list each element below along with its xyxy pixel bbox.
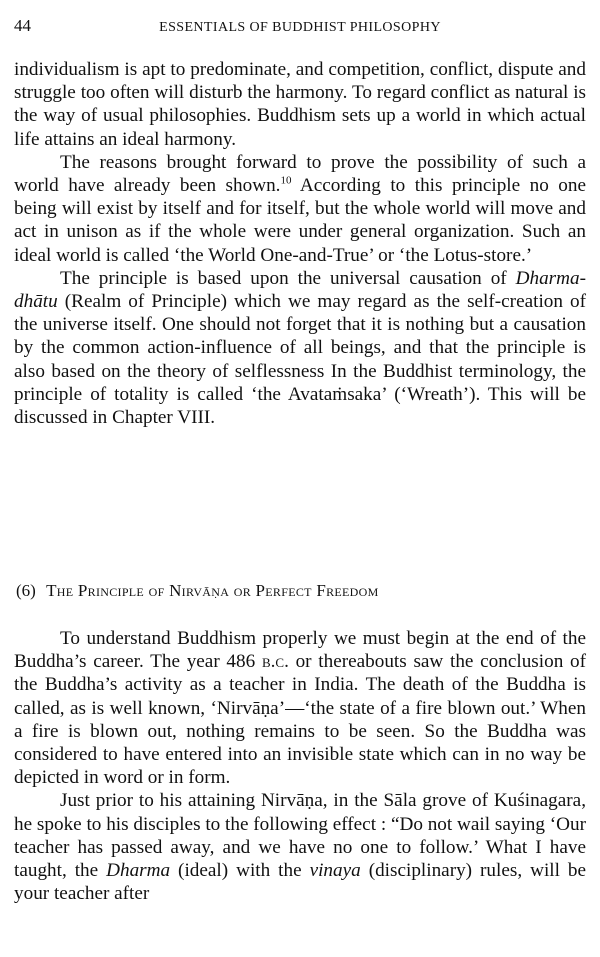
era-abbrev: b.c. [261, 651, 289, 673]
body-text-top [14, 58, 586, 429]
paragraph-4-text-a: To understand Buddhism properly we must begin at the end of the Buddha’s career. The year 486 [14, 628, 586, 673]
term-dharma-dhatu: Dharma-dhātu [14, 267, 586, 313]
paragraph-3-text-a: The principle is based upon the universal causation of [60, 267, 516, 289]
term-vinaya: vinaya [309, 860, 361, 882]
body-text-bottom [14, 627, 586, 905]
term-dharma: Dharma [106, 860, 171, 882]
paragraph-4 [14, 627, 586, 789]
paragraph-5-text-a: Just prior to his attaining Nirvāṇa, in the Sāla grove of Kuśinagara, he spoke to his disciples to the following effect : “Do not wail saying ‘Our teacher has passed away, and we have no one to follow.’ What I have taught, the [14, 790, 586, 882]
paragraph-3 [14, 267, 586, 429]
paragraph-1-text: individualism is apt to predominate, and competition, conflict, dispute and struggle too often will disturb the harmony. To regard conflict as natural is the way of usual philosophies. Buddhism sets up a world in which actual life attains an ideal harmony. [14, 59, 586, 150]
footnote-ref-10: 10 [280, 174, 292, 187]
paragraph-5-text-c: (disciplinary) rules, will be your teacher after [14, 860, 587, 905]
paragraph-4-text-b: or thereabouts saw the conclusion of the Buddha’s activity as a teacher in India. The death of the Buddha is called, as is well known, ‘Nirvāṇa’—‘the state of a fire blown out.’ When a fire is blown out, nothing remains to be seen. So the Buddha was considered to have entered into an invisible state which can in no way be depicted in word or in form. [14, 651, 586, 789]
paragraph-1 [14, 58, 586, 151]
page-number: 44 [14, 16, 31, 35]
paragraph-5 [14, 789, 586, 905]
paragraph-2 [14, 151, 586, 267]
paragraph-5-text-b: (ideal) with the [170, 860, 310, 882]
paragraph-3-text-b: (Realm of Principle) which we may regard as the self-creation of the universe itself. One should not forget that it is nothing but a causation by the common action-influence of all beings, and that the principle is also based on the theory of selflessness In the Buddhist terminology, the principle of totality is called ‘the Avataṁsaka’ (‘Wreath’). This will be discussed in Chapter VIII. [14, 291, 586, 429]
paragraph-2-text-b: According to this principle no one being will exist by itself and for itself, but the whole world will move and act in unison as if the whole were under general organization. Such an ideal world is called ‘the World One-and-True’ or ‘the Lotus-store.’ [14, 175, 586, 266]
running-title: ESSENTIALS OF BUDDHIST PHILOSOPHY [159, 20, 441, 35]
section-heading [16, 580, 586, 602]
running-header [14, 16, 586, 36]
section-title: The Principle of Nirvāṇa or Perfect Freedom [46, 581, 379, 600]
paragraph-2-text-a: The reasons brought forward to prove the possibility of such a world have already been shown. [14, 151, 586, 197]
section-number: (6) [16, 581, 36, 600]
